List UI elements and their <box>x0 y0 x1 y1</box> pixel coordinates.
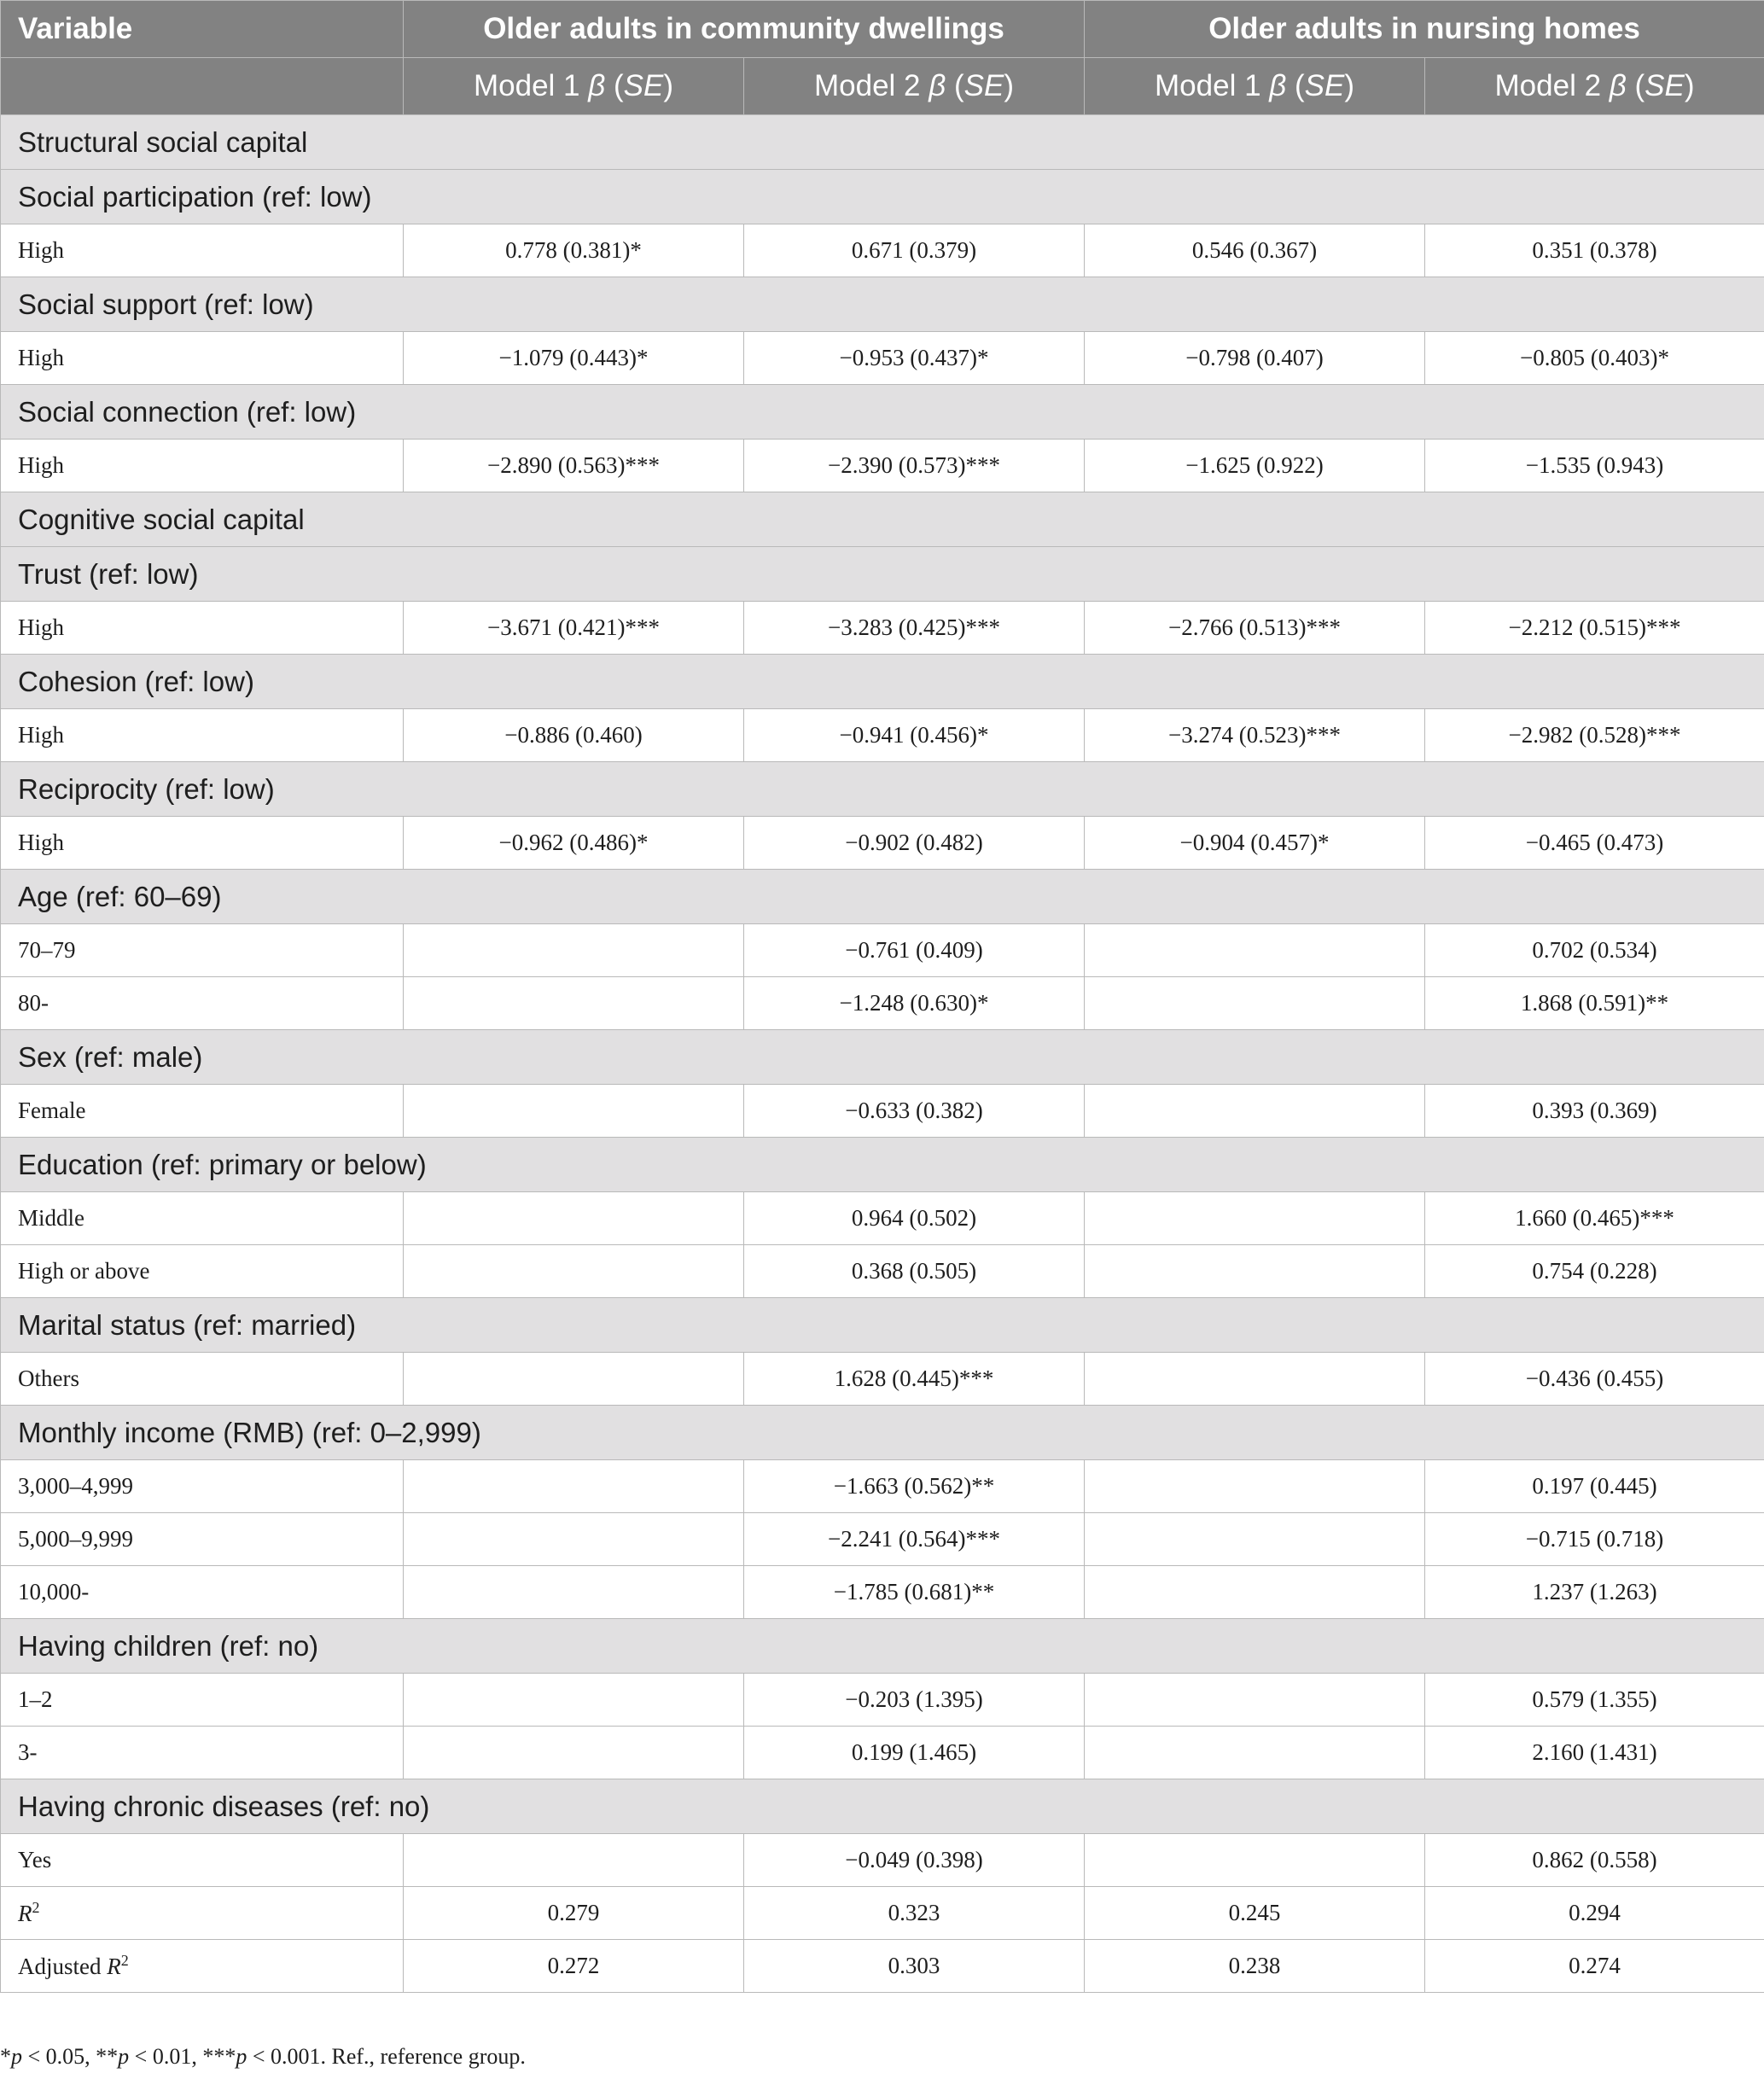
row-label: 3,000–4,999 <box>1 1460 404 1513</box>
section-row <box>1 1298 1764 1353</box>
cell-value: 0.238 <box>1085 1940 1425 1993</box>
cell-value: −1.079 (0.443)* <box>404 332 744 385</box>
header-nursing-model-1: Model 1 β (SE) <box>1085 58 1425 115</box>
row-label <box>1 1887 404 1940</box>
section-label: Structural social capital <box>1 115 1764 170</box>
cell-value: −0.761 (0.409) <box>744 924 1085 977</box>
section-label: Social support (ref: low) <box>1 277 1764 332</box>
cell-value: −0.633 (0.382) <box>744 1085 1085 1138</box>
row-label: High <box>1 602 404 655</box>
table-row <box>1 1566 1764 1619</box>
cell-value: −2.890 (0.563)*** <box>404 440 744 492</box>
row-label <box>1 1940 404 1993</box>
row-label: Middle <box>1 1192 404 1245</box>
row-label-text: R <box>18 1901 32 1926</box>
cell-value: −1.625 (0.922) <box>1085 440 1425 492</box>
cell-value <box>404 1085 744 1138</box>
superscript: 2 <box>120 1952 129 1969</box>
beta-symbol: β <box>929 69 946 102</box>
cell-value: −3.283 (0.425)*** <box>744 602 1085 655</box>
table-row <box>1 1887 1764 1940</box>
section-label: Education (ref: primary or below) <box>1 1138 1764 1192</box>
cell-value: 1.628 (0.445)*** <box>744 1353 1085 1406</box>
row-label: High <box>1 817 404 870</box>
cell-value <box>1085 1566 1425 1619</box>
row-label: High or above <box>1 1245 404 1298</box>
cell-value <box>1085 1674 1425 1727</box>
section-label: Having chronic diseases (ref: no) <box>1 1779 1764 1834</box>
row-label: 3- <box>1 1727 404 1779</box>
cell-value: −2.766 (0.513)*** <box>1085 602 1425 655</box>
header-empty <box>1 58 404 115</box>
cell-value: −0.902 (0.482) <box>744 817 1085 870</box>
cell-value <box>1085 924 1425 977</box>
section-row <box>1 762 1764 817</box>
cell-value: −0.953 (0.437)* <box>744 332 1085 385</box>
footnote-p: p <box>118 2044 130 2069</box>
table-row <box>1 1085 1764 1138</box>
beta-symbol: β <box>588 69 606 102</box>
cell-value: −0.962 (0.486)* <box>404 817 744 870</box>
cell-value: −0.465 (0.473) <box>1425 817 1764 870</box>
cell-value <box>1085 1834 1425 1887</box>
cell-value: 0.368 (0.505) <box>744 1245 1085 1298</box>
row-label: Others <box>1 1353 404 1406</box>
cell-value: 0.754 (0.228) <box>1425 1245 1764 1298</box>
cell-value: −1.248 (0.630)* <box>744 977 1085 1030</box>
section-label: Social participation (ref: low) <box>1 170 1764 224</box>
cell-value: 0.323 <box>744 1887 1085 1940</box>
table-row <box>1 1513 1764 1566</box>
table-row <box>1 1353 1764 1406</box>
cell-value: −0.715 (0.718) <box>1425 1513 1764 1566</box>
cell-value: 0.393 (0.369) <box>1425 1085 1764 1138</box>
cell-value: −2.390 (0.573)*** <box>744 440 1085 492</box>
footnote-mark: * <box>0 2044 11 2069</box>
section-row <box>1 547 1764 602</box>
cell-value: 0.303 <box>744 1940 1085 1993</box>
cell-value: −3.274 (0.523)*** <box>1085 709 1425 762</box>
model-label: Model 1 <box>474 69 589 102</box>
cell-value: −3.671 (0.421)*** <box>404 602 744 655</box>
row-label: High <box>1 224 404 277</box>
table-row <box>1 602 1764 655</box>
cell-value: −0.941 (0.456)* <box>744 709 1085 762</box>
cell-value <box>404 1674 744 1727</box>
table-row <box>1 224 1764 277</box>
section-label: Sex (ref: male) <box>1 1030 1764 1085</box>
cell-value <box>1085 1727 1425 1779</box>
section-label: Cohesion (ref: low) <box>1 655 1764 709</box>
table-row <box>1 1834 1764 1887</box>
beta-symbol: β <box>1609 69 1627 102</box>
cell-value: 0.294 <box>1425 1887 1764 1940</box>
table-row <box>1 1674 1764 1727</box>
cell-value: 0.778 (0.381)* <box>404 224 744 277</box>
se-label: SE <box>1645 69 1685 102</box>
cell-value: 0.546 (0.367) <box>1085 224 1425 277</box>
cell-value: 0.964 (0.502) <box>744 1192 1085 1245</box>
table-header <box>1 1 1764 115</box>
cell-value: 0.279 <box>404 1887 744 1940</box>
footnote-text: < 0.01, *** <box>129 2044 236 2069</box>
cell-value <box>404 977 744 1030</box>
cell-value: 0.199 (1.465) <box>744 1727 1085 1779</box>
cell-value: 1.237 (1.263) <box>1425 1566 1764 1619</box>
table-row <box>1 1192 1764 1245</box>
row-label: High <box>1 440 404 492</box>
cell-value <box>1085 1513 1425 1566</box>
footnote-p: p <box>236 2044 247 2069</box>
superscript: 2 <box>32 1899 40 1916</box>
header-community: Older adults in community dwellings <box>404 1 1085 58</box>
section-label: Trust (ref: low) <box>1 547 1764 602</box>
section-label: Reciprocity (ref: low) <box>1 762 1764 817</box>
section-label: Cognitive social capital <box>1 492 1764 547</box>
cell-value <box>404 1192 744 1245</box>
row-label: Yes <box>1 1834 404 1887</box>
table-row <box>1 1727 1764 1779</box>
se-label: SE <box>623 69 664 102</box>
cell-value <box>1085 1245 1425 1298</box>
row-label: Female <box>1 1085 404 1138</box>
se-label: SE <box>964 69 1004 102</box>
row-label: 80- <box>1 977 404 1030</box>
cell-value: 0.579 (1.355) <box>1425 1674 1764 1727</box>
section-label: Marital status (ref: married) <box>1 1298 1764 1353</box>
cell-value: 0.272 <box>404 1940 744 1993</box>
cell-value <box>404 1727 744 1779</box>
cell-value: −1.785 (0.681)** <box>744 1566 1085 1619</box>
table-row <box>1 1245 1764 1298</box>
footnote-text: < 0.05, ** <box>22 2044 119 2069</box>
section-label: Monthly income (RMB) (ref: 0–2,999) <box>1 1406 1764 1460</box>
section-row <box>1 277 1764 332</box>
header-row-models <box>1 58 1764 115</box>
cell-value: −2.241 (0.564)*** <box>744 1513 1085 1566</box>
header-nursing-homes: Older adults in nursing homes <box>1085 1 1764 58</box>
cell-value: 0.274 <box>1425 1940 1764 1993</box>
cell-value: −0.436 (0.455) <box>1425 1353 1764 1406</box>
cell-value: 0.862 (0.558) <box>1425 1834 1764 1887</box>
table-row <box>1 977 1764 1030</box>
cell-value: 0.702 (0.534) <box>1425 924 1764 977</box>
table-row <box>1 709 1764 762</box>
row-label: 70–79 <box>1 924 404 977</box>
section-label: Social connection (ref: low) <box>1 385 1764 440</box>
footnote-text: < 0.001. Ref., reference group. <box>247 2044 526 2069</box>
cell-value <box>404 1245 744 1298</box>
cell-value <box>404 924 744 977</box>
cell-value <box>404 1513 744 1566</box>
row-label: High <box>1 332 404 385</box>
row-label: 1–2 <box>1 1674 404 1727</box>
cell-value <box>1085 1085 1425 1138</box>
footnote-p: p <box>11 2044 22 2069</box>
row-label-text: Adjusted R <box>18 1954 121 1979</box>
cell-value <box>404 1353 744 1406</box>
cell-value <box>1085 1192 1425 1245</box>
cell-value: 0.351 (0.378) <box>1425 224 1764 277</box>
table-body <box>1 115 1764 1993</box>
cell-value <box>404 1460 744 1513</box>
cell-value: 1.660 (0.465)*** <box>1425 1192 1764 1245</box>
cell-value: −2.212 (0.515)*** <box>1425 602 1764 655</box>
table-row <box>1 817 1764 870</box>
cell-value: −1.535 (0.943) <box>1425 440 1764 492</box>
section-row <box>1 1138 1764 1192</box>
section-row <box>1 385 1764 440</box>
header-nursing-model-2: Model 2 β (SE) <box>1425 58 1764 115</box>
cell-value: 0.671 (0.379) <box>744 224 1085 277</box>
section-row <box>1 655 1764 709</box>
se-label: SE <box>1304 69 1345 102</box>
cell-value: −0.203 (1.395) <box>744 1674 1085 1727</box>
header-row-groups <box>1 1 1764 58</box>
header-variable: Variable <box>1 1 404 58</box>
beta-symbol: β <box>1269 69 1287 102</box>
section-label: Having children (ref: no) <box>1 1619 1764 1674</box>
cell-value: 2.160 (1.431) <box>1425 1727 1764 1779</box>
section-row <box>1 1406 1764 1460</box>
section-row <box>1 870 1764 924</box>
model-label: Model 2 <box>1494 69 1610 102</box>
model-label: Model 2 <box>814 69 929 102</box>
cell-value: 0.197 (0.445) <box>1425 1460 1764 1513</box>
section-row <box>1 115 1764 170</box>
cell-value: 0.245 <box>1085 1887 1425 1940</box>
table-row <box>1 1940 1764 1993</box>
cell-value: −0.886 (0.460) <box>404 709 744 762</box>
header-community-model-1: Model 1 β (SE) <box>404 58 744 115</box>
section-label: Age (ref: 60–69) <box>1 870 1764 924</box>
section-row <box>1 1779 1764 1834</box>
table-row <box>1 332 1764 385</box>
cell-value: −0.798 (0.407) <box>1085 332 1425 385</box>
cell-value <box>404 1566 744 1619</box>
cell-value: −2.982 (0.528)*** <box>1425 709 1764 762</box>
row-label: High <box>1 709 404 762</box>
section-row <box>1 492 1764 547</box>
cell-value <box>404 1834 744 1887</box>
model-label: Model 1 <box>1155 69 1270 102</box>
cell-value: 1.868 (0.591)** <box>1425 977 1764 1030</box>
cell-value: −0.805 (0.403)* <box>1425 332 1764 385</box>
cell-value <box>1085 1353 1425 1406</box>
table-footnote <box>0 2044 526 2070</box>
header-community-model-2: Model 2 β (SE) <box>744 58 1085 115</box>
section-row <box>1 1619 1764 1674</box>
cell-value <box>1085 1460 1425 1513</box>
table-row <box>1 440 1764 492</box>
section-row <box>1 170 1764 224</box>
cell-value: −1.663 (0.562)** <box>744 1460 1085 1513</box>
cell-value: −0.904 (0.457)* <box>1085 817 1425 870</box>
cell-value: −0.049 (0.398) <box>744 1834 1085 1887</box>
row-label: 5,000–9,999 <box>1 1513 404 1566</box>
section-row <box>1 1030 1764 1085</box>
table-row <box>1 1460 1764 1513</box>
row-label: 10,000- <box>1 1566 404 1619</box>
table-row <box>1 924 1764 977</box>
cell-value <box>1085 977 1425 1030</box>
